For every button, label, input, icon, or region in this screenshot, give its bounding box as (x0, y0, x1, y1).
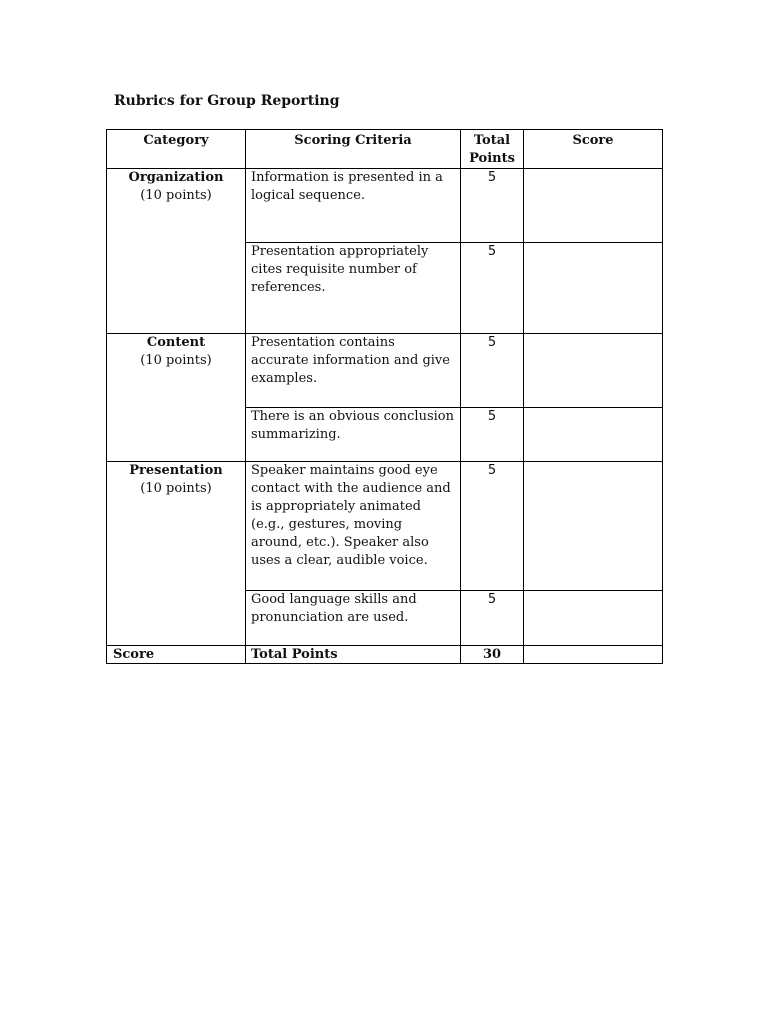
score-cell[interactable] (524, 334, 663, 408)
criteria-text: Presentation appropriately cites requisite number of references. (246, 243, 461, 334)
footer-score-label: Score (107, 646, 246, 664)
criteria-points: 5 (461, 169, 524, 243)
criteria-points: 5 (461, 408, 524, 462)
criteria-text: Information is presented in a logical sequence. (246, 169, 461, 243)
category-points: (10 points) (140, 353, 212, 368)
footer-total-points-label: Total Points (246, 646, 461, 664)
category-name: Presentation (129, 463, 223, 478)
criteria-text: Speaker maintains good eye contact with the audience and is appropriately animated (e.g., gestures, moving around, etc.). Speaker also uses a clear, audible voice. (246, 462, 461, 591)
criteria-points: 5 (461, 462, 524, 591)
footer-total-points-value: 30 (461, 646, 524, 664)
category-content (107, 334, 246, 462)
category-points: (10 points) (140, 188, 212, 203)
category-points: (10 points) (140, 481, 212, 496)
score-cell[interactable] (524, 408, 663, 462)
header-score: Score (524, 130, 663, 169)
table-footer-row (107, 646, 663, 664)
table-header-row (107, 130, 663, 169)
score-cell[interactable] (524, 462, 663, 591)
category-organization (107, 169, 246, 334)
criteria-text: There is an obvious conclusion summarizing. (246, 408, 461, 462)
table-row (107, 169, 663, 243)
criteria-points: 5 (461, 243, 524, 334)
category-name: Organization (128, 170, 224, 185)
header-total-points: Total Points (461, 130, 524, 169)
score-cell[interactable] (524, 243, 663, 334)
criteria-text: Good language skills and pronunciation are used. (246, 591, 461, 646)
criteria-text: Presentation contains accurate information and give examples. (246, 334, 461, 408)
criteria-points: 5 (461, 334, 524, 408)
header-category: Category (107, 130, 246, 169)
table-row (107, 334, 663, 408)
document-title: Rubrics for Group Reporting (114, 93, 340, 109)
header-scoring-criteria: Scoring Criteria (246, 130, 461, 169)
category-presentation (107, 462, 246, 646)
rubric-table (106, 129, 663, 664)
criteria-points: 5 (461, 591, 524, 646)
category-name: Content (146, 335, 206, 350)
footer-score-cell[interactable] (524, 646, 663, 664)
score-cell[interactable] (524, 591, 663, 646)
table-row (107, 462, 663, 591)
score-cell[interactable] (524, 169, 663, 243)
